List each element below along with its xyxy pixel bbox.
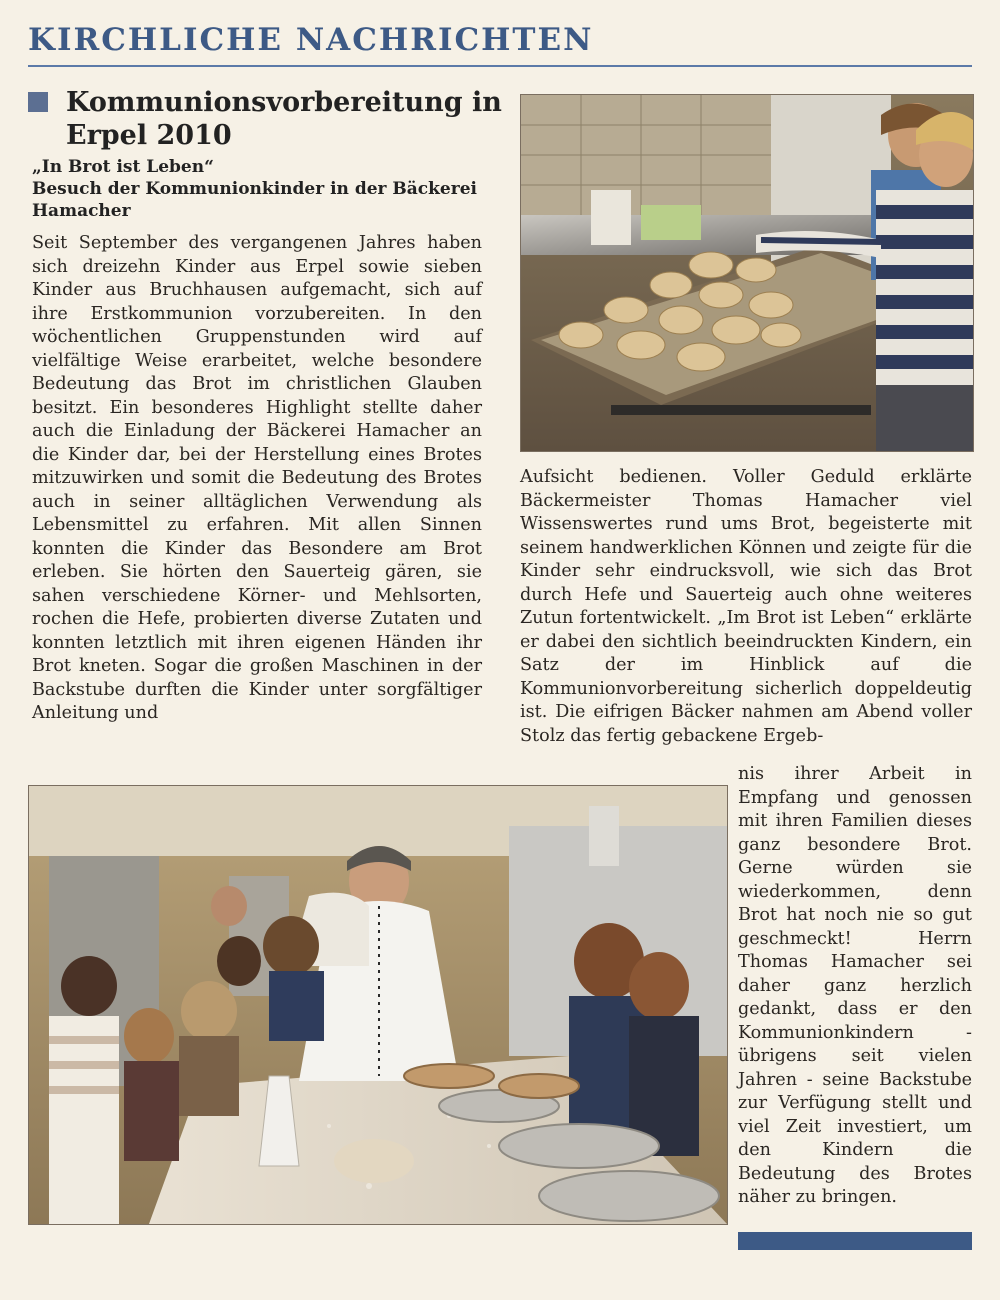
article-column-2 (520, 466, 972, 748)
photo-baker-with-children-image (29, 786, 727, 1224)
section-title: KIRCHLICHE NACHRICHTEN (28, 22, 594, 58)
subhead-title: Besuch der Kommunionkinder in der Bäckerei Hamacher (32, 179, 477, 221)
footer-bar (738, 1232, 972, 1250)
headline-bullet-icon (28, 92, 48, 112)
column-1-text: Seit September des vergangenen Jahres haben sich dreizehn Kinder aus Erpel sowie sieben Kinder aus Bruchhausen aufgemacht, sich auf ihre Erstkommunion vorzubereiten. In den wöchentlichen Gruppenstunden wird auf vielfältige Weise erarbeitet, welche besondere Bedeutung das Brot im christlichen Glauben besitzt. Ein besonderes Highlight stellte daher auch die Einladung der Bäckerei Hamacher an die Kinder dar, bei der Herstellung eines Brotes mitzuwirken und somit die Bedeutung des Brotes auch in seiner alltäglichen Verwendung als Lebensmittel zu erfahren. Mit allen Sinnen konnten die Kinder das Besondere am Brot erleben. Sie hörten den Sauerteig gären, sie sahen verschiedene Körner- und Mehlsorten, rochen die Hefe, probierten diverse Zutaten und konnten letztlich mit ihren eigenen Händen ihr Brot kneten. Sogar die großen Maschinen in der Backstube durften die Kinder unter sorgfältiger Anleitung und (32, 233, 482, 723)
column-3-text: nis ihrer Arbeit in Empfang und genossen mit ihren Familien dieses ganz besondere Brot. Gerne würden sie wiederkommen, denn Brot hat noch nie so gut geschmeckt! Herrn Thomas Hamacher sei daher ganz herzlich gedankt, dass er den Kommunionkindern - übrigens seit vielen Jahren - seine Backstube zur Verfügung stellt und viel Zeit investiert, um den Kindern die Bedeutung des Brotes näher zu bringen. (738, 764, 972, 1207)
photo-children-bread-tray (520, 94, 974, 452)
column-2-text: Aufsicht bedienen. Voller Geduld erklärte Bäckermeister Thomas Hamacher viel Wissenswertes rund ums Brot, begeisterte mit seinem handwerklichen Können und zeigte für die Kinder sehr eindrucksvoll, wie sich das Brot durch Hefe und Sauerteig auch ohne weiteres Zutun fortentwickelt. „Im Brot ist Leben“ erklärte er dabei den sichtlich beeindruckten Kindern, ein Satz der im Hinblick auf die Kommunionvorbereitung sicherlich doppeldeutig ist. Die eifrigen Bäcker nahmen am Abend voller Stolz das fertig gebackene Ergeb- (520, 467, 972, 746)
article-subhead (32, 156, 502, 222)
article-column-1 (32, 232, 482, 726)
header-rule (28, 65, 972, 67)
article-column-3 (738, 763, 972, 1210)
article-headline: Kommunionsvorbereitung in Erpel 2010 (66, 87, 502, 151)
photo-baker-with-children (28, 785, 728, 1225)
subhead-quote: „In Brot ist Leben“ (32, 157, 214, 177)
photo-children-bread-tray-image (521, 95, 973, 451)
